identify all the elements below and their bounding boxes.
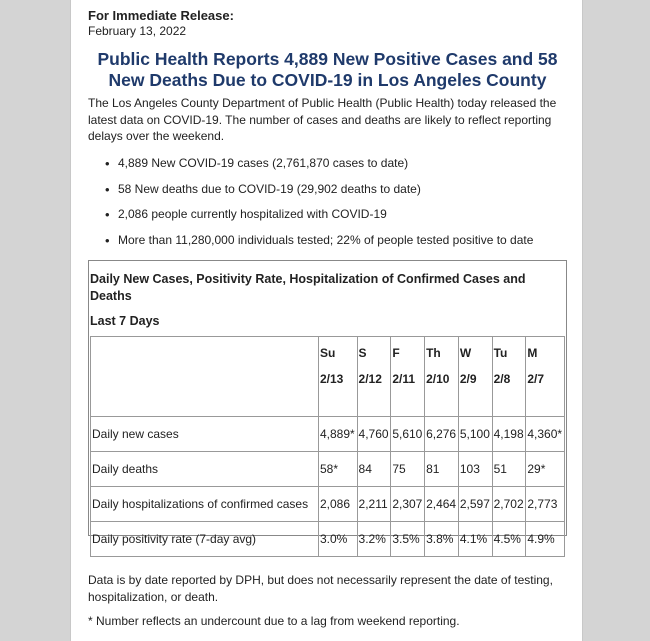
- table-cell: 4,889*: [319, 417, 358, 452]
- summary-bullet: • More than 11,280,000 individuals tested; 22% of people tested positive to date: [88, 232, 578, 258]
- header-date: 2/11: [392, 372, 416, 386]
- table-cell: 4,760: [357, 417, 391, 452]
- press-release-page: [70, 0, 583, 641]
- release-label: For Immediate Release:: [88, 8, 234, 23]
- table-cell: 5,610: [391, 417, 425, 452]
- summary-bullet: • 58 New deaths due to COVID-19 (29,902 deaths to date): [88, 181, 578, 207]
- table-header-row: [91, 337, 565, 417]
- header-corner-cell: [91, 337, 319, 417]
- table-cell: 4.5%: [492, 522, 526, 557]
- table-cell: 81: [425, 452, 459, 487]
- table-subtitle: Last 7 Days: [90, 314, 160, 328]
- header-day: Su: [320, 346, 336, 360]
- table-row: [91, 417, 565, 452]
- table-cell: 51: [492, 452, 526, 487]
- header-day: Th: [426, 346, 441, 360]
- table-cell: 2,307: [391, 487, 425, 522]
- table-cell: 2,597: [458, 487, 492, 522]
- header-day: S: [358, 346, 367, 360]
- header-date: 2/10: [426, 372, 450, 386]
- summary-bullet: • 4,889 New COVID-19 cases (2,761,870 cases to date): [88, 155, 578, 181]
- header-cell: [319, 337, 358, 417]
- header-cell: [425, 337, 459, 417]
- row-label: Daily positivity rate (7-day avg): [91, 522, 319, 557]
- header-cell: [526, 337, 565, 417]
- header-date: 2/7: [527, 372, 545, 386]
- table-cell: 58*: [319, 452, 358, 487]
- header-cell: [458, 337, 492, 417]
- table-row: [91, 452, 565, 487]
- table-cell: 84: [357, 452, 391, 487]
- row-label: Daily hospitalizations of confirmed cases: [91, 487, 319, 522]
- intro-paragraph: The Los Angeles County Department of Public Health (Public Health) today released the latest data on COVID-19. The number of cases and deaths are likely to reflect reporting delays over the weekend.: [88, 96, 557, 143]
- table-cell: 3.5%: [391, 522, 425, 557]
- table-cell: 2,702: [492, 487, 526, 522]
- table-cell: 3.8%: [425, 522, 459, 557]
- daily-data-table: [90, 336, 565, 557]
- header-cell: [357, 337, 391, 417]
- table-row: [91, 522, 565, 557]
- table-title: Daily New Cases, Positivity Rate, Hospitalization of Confirmed Cases and Deaths: [90, 272, 526, 303]
- table-cell: 4.1%: [458, 522, 492, 557]
- table-cell: 75: [391, 452, 425, 487]
- summary-bullet: • 2,086 people currently hospitalized with COVID-19: [88, 206, 578, 232]
- data-note: Data is by date reported by DPH, but does not necessarily represent the date of testing, hospitalization, or death.: [88, 573, 553, 604]
- table-cell: 2,464: [425, 487, 459, 522]
- release-date: February 13, 2022: [88, 24, 187, 38]
- daily-data-table-box: [88, 260, 567, 546]
- header-cell: [492, 337, 526, 417]
- header-day: F: [392, 346, 400, 360]
- table-row: [91, 487, 565, 522]
- header-date: 2/12: [358, 372, 382, 386]
- header-day: M: [527, 346, 538, 360]
- undercount-footnote: * Number reflects an undercount due to a lag from weekend reporting.: [88, 614, 460, 628]
- table-cell: 3.2%: [357, 522, 391, 557]
- table-cell: 5,100: [458, 417, 492, 452]
- row-label: Daily new cases: [91, 417, 319, 452]
- row-label: Daily deaths: [91, 452, 319, 487]
- table-cell: 2,211: [357, 487, 391, 522]
- table-cell: 2,773: [526, 487, 565, 522]
- table-cell: 4,198: [492, 417, 526, 452]
- table-cell: 2,086: [319, 487, 358, 522]
- table-cell: 103: [458, 452, 492, 487]
- table-cell: 6,276: [425, 417, 459, 452]
- headline: Public Health Reports 4,889 New Positive Cases and 58 New Deaths Due to COVID-19 in Los Angeles County: [97, 49, 558, 90]
- header-date: 2/9: [459, 372, 477, 386]
- summary-bullet-list: [88, 155, 578, 257]
- table-cell: 4,360*: [526, 417, 565, 452]
- table-cell: 29*: [526, 452, 565, 487]
- header-day: W: [459, 346, 472, 360]
- header-day: Tu: [493, 346, 508, 360]
- header-date: 2/13: [320, 372, 344, 386]
- header-cell: [391, 337, 425, 417]
- table-cell: 3.0%: [319, 522, 358, 557]
- header-date: 2/8: [493, 372, 511, 386]
- table-cell: 4.9%: [526, 522, 565, 557]
